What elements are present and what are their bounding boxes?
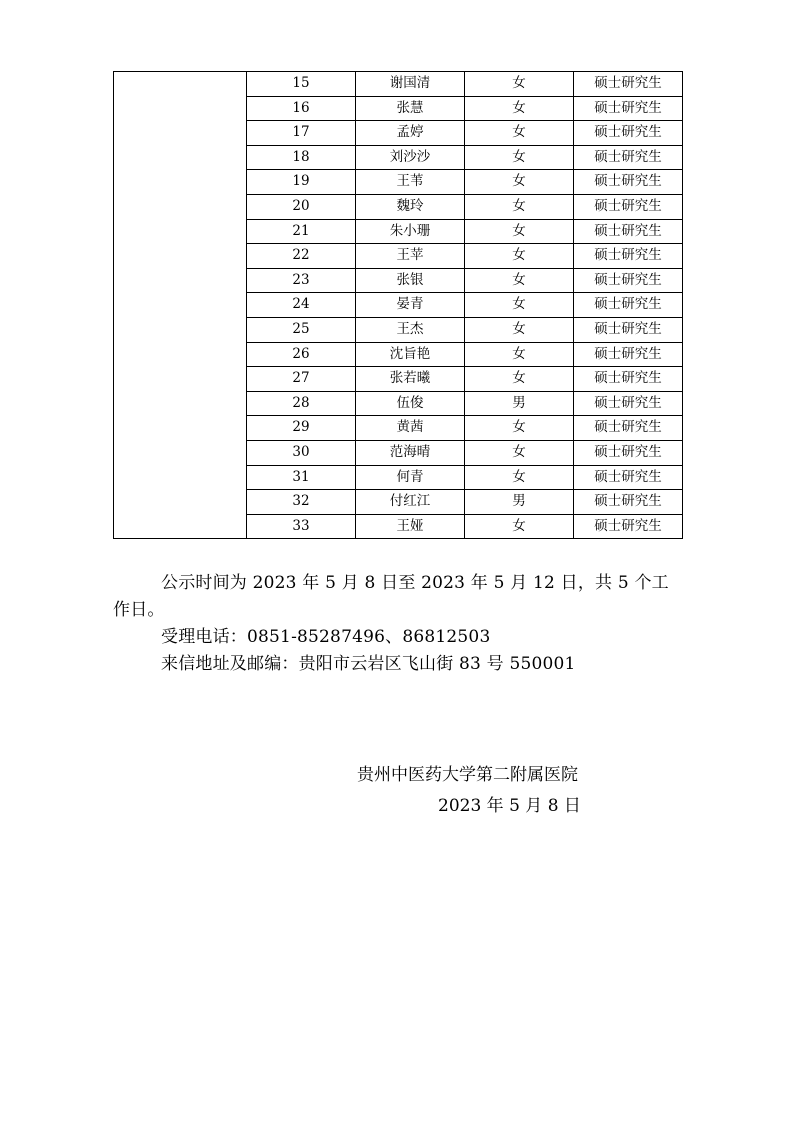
degree-cell: 硕士研究生 xyxy=(574,391,683,416)
notice-period: 公示时间为 2023 年 5 月 8 日至 2023 年 5 月 12 日，共 5 个工作日。 xyxy=(113,573,669,620)
row-number-cell: 33 xyxy=(247,514,356,539)
gender-cell: 女 xyxy=(465,72,574,97)
person-name-cell: 王苹 xyxy=(356,244,465,269)
person-name-cell: 刘沙沙 xyxy=(356,145,465,170)
row-number-cell: 29 xyxy=(247,416,356,441)
gender-cell: 女 xyxy=(465,440,574,465)
gender-cell: 女 xyxy=(465,317,574,342)
gender-cell: 女 xyxy=(465,121,574,146)
degree-cell: 硕士研究生 xyxy=(574,268,683,293)
notice-address: 来信地址及邮编：贵阳市云岩区飞山街 83 号 550001 xyxy=(161,654,576,674)
table-row xyxy=(114,72,683,97)
notice-phone: 受理电话：0851-85287496、86812503 xyxy=(161,627,491,647)
degree-cell: 硕士研究生 xyxy=(574,219,683,244)
person-name-cell: 范海晴 xyxy=(356,440,465,465)
row-number-cell: 15 xyxy=(247,72,356,97)
gender-cell: 女 xyxy=(465,96,574,121)
degree-cell: 硕士研究生 xyxy=(574,72,683,97)
gender-cell: 女 xyxy=(465,219,574,244)
person-name-cell: 沈旨艳 xyxy=(356,342,465,367)
degree-cell: 硕士研究生 xyxy=(574,342,683,367)
person-name-cell: 张若曦 xyxy=(356,367,465,392)
person-name-cell: 谢国清 xyxy=(356,72,465,97)
degree-cell: 硕士研究生 xyxy=(574,465,683,490)
gender-cell: 女 xyxy=(465,268,574,293)
row-number-cell: 23 xyxy=(247,268,356,293)
person-name-cell: 王苇 xyxy=(356,170,465,195)
degree-cell: 硕士研究生 xyxy=(574,490,683,515)
category-cell xyxy=(114,72,247,539)
person-name-cell: 王杰 xyxy=(356,317,465,342)
row-number-cell: 21 xyxy=(247,219,356,244)
gender-cell: 女 xyxy=(465,194,574,219)
degree-cell: 硕士研究生 xyxy=(574,367,683,392)
gender-cell: 女 xyxy=(465,293,574,318)
degree-cell: 硕士研究生 xyxy=(574,416,683,441)
gender-cell: 女 xyxy=(465,367,574,392)
person-name-cell: 付红江 xyxy=(356,490,465,515)
gender-cell: 女 xyxy=(465,416,574,441)
row-number-cell: 24 xyxy=(247,293,356,318)
row-number-cell: 20 xyxy=(247,194,356,219)
degree-cell: 硕士研究生 xyxy=(574,293,683,318)
person-name-cell: 黄茜 xyxy=(356,416,465,441)
person-name-cell: 何青 xyxy=(356,465,465,490)
row-number-cell: 26 xyxy=(247,342,356,367)
row-number-cell: 16 xyxy=(247,96,356,121)
gender-cell: 女 xyxy=(465,145,574,170)
person-name-cell: 伍俊 xyxy=(356,391,465,416)
gender-cell: 男 xyxy=(465,490,574,515)
row-number-cell: 30 xyxy=(247,440,356,465)
gender-cell: 女 xyxy=(465,342,574,367)
degree-cell: 硕士研究生 xyxy=(574,514,683,539)
row-number-cell: 31 xyxy=(247,465,356,490)
person-name-cell: 朱小珊 xyxy=(356,219,465,244)
degree-cell: 硕士研究生 xyxy=(574,244,683,269)
gender-cell: 女 xyxy=(465,170,574,195)
degree-cell: 硕士研究生 xyxy=(574,121,683,146)
degree-cell: 硕士研究生 xyxy=(574,145,683,170)
row-number-cell: 18 xyxy=(247,145,356,170)
table-body xyxy=(114,72,683,539)
gender-cell: 女 xyxy=(465,465,574,490)
person-name-cell: 晏青 xyxy=(356,293,465,318)
degree-cell: 硕士研究生 xyxy=(574,96,683,121)
row-number-cell: 19 xyxy=(247,170,356,195)
row-number-cell: 17 xyxy=(247,121,356,146)
person-name-cell: 王娅 xyxy=(356,514,465,539)
gender-cell: 男 xyxy=(465,391,574,416)
row-number-cell: 32 xyxy=(247,490,356,515)
person-name-cell: 孟婷 xyxy=(356,121,465,146)
degree-cell: 硕士研究生 xyxy=(574,170,683,195)
degree-cell: 硕士研究生 xyxy=(574,194,683,219)
staff-table xyxy=(113,71,683,539)
degree-cell: 硕士研究生 xyxy=(574,440,683,465)
person-name-cell: 魏玲 xyxy=(356,194,465,219)
gender-cell: 女 xyxy=(465,514,574,539)
row-number-cell: 28 xyxy=(247,391,356,416)
row-number-cell: 25 xyxy=(247,317,356,342)
signature-date: 2023 年 5 月 8 日 xyxy=(438,796,581,816)
gender-cell: 女 xyxy=(465,244,574,269)
row-number-cell: 22 xyxy=(247,244,356,269)
signature-organization: 贵州中医药大学第二附属医院 xyxy=(357,765,578,785)
person-name-cell: 张慧 xyxy=(356,96,465,121)
person-name-cell: 张银 xyxy=(356,268,465,293)
degree-cell: 硕士研究生 xyxy=(574,317,683,342)
row-number-cell: 27 xyxy=(247,367,356,392)
